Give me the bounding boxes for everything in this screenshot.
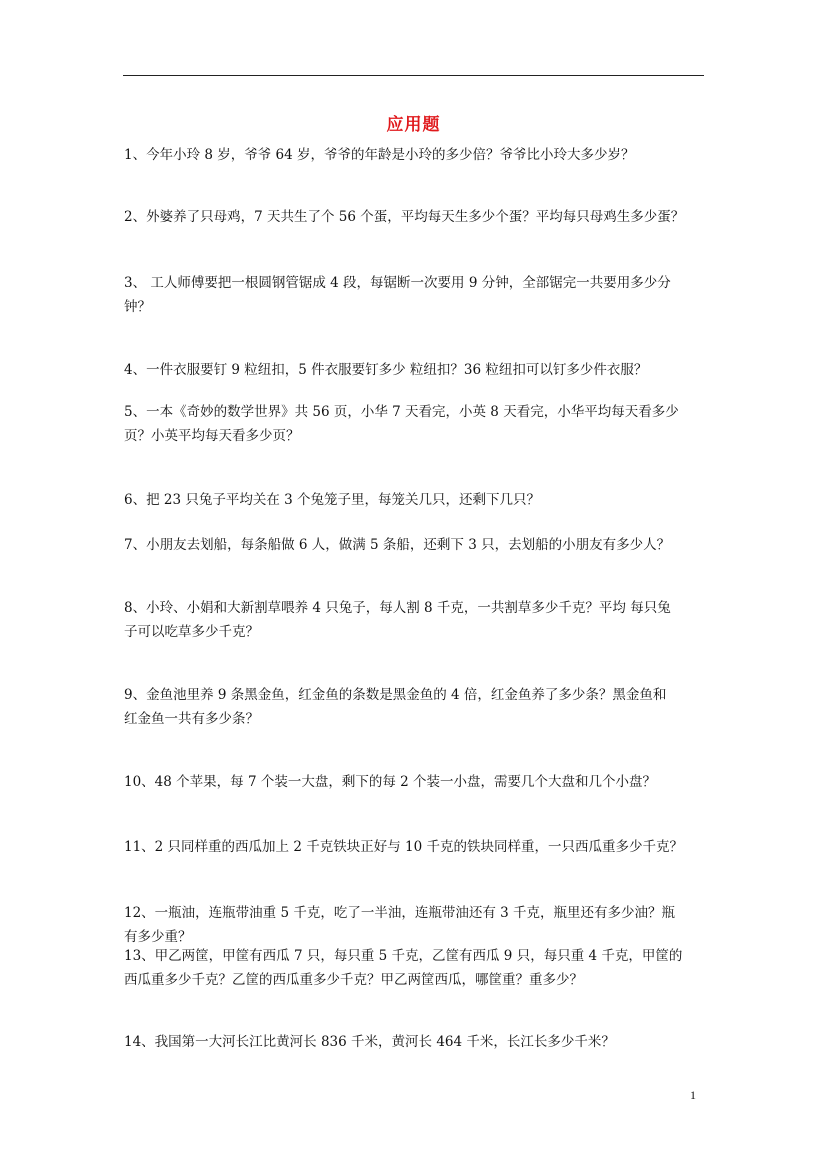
question-line: 14、我国第一大河长江比黄河长 836 千米，黄河长 464 千米，长江长多少千米？ [124,1034,615,1050]
question-line: 10、48 个苹果，每 7 个装一大盘，剩下的每 2 个装一小盘，需要几个大盘和几个小盘？ [124,774,656,790]
question-line: 钟？ [124,299,151,315]
question-line: 6、把 23 只兔子平均关在 3 个兔笼子里，每笼关几只，还剩下几只？ [124,492,541,508]
question-4 [124,358,704,382]
question-line: 子可以吃草多少千克？ [124,624,259,640]
header-rule [123,75,704,76]
page-title: 应用题 [386,115,441,135]
question-2 [124,205,704,229]
question-line: 西瓜重多少千克？乙筐的西瓜重多少千克？甲乙两筐西瓜，哪筐重？重多少？ [124,972,583,988]
question-line: 2、外婆养了只母鸡，7 天共生了个 56 个蛋，平均每天生多少个蛋？平均每只母鸡生多少蛋？ [124,209,685,225]
question-14 [124,1030,704,1054]
question-line: 12、一瓶油，连瓶带油重 5 千克，吃了一半油，连瓶带油还有 3 千克，瓶里还有多少油？瓶 [124,905,676,921]
question-line: 11、2 只同样重的西瓜加上 2 千克铁块正好与 10 千克的铁块同样重，一只西瓜重多少千克？ [124,839,683,855]
question-line: 7、小朋友去划船，每条船做 6 人，做满 5 条船，还剩下 3 只，去划船的小朋友有多少人？ [124,537,671,553]
question-13 [124,944,704,992]
question-line: 1、今年小玲 8 岁，爷爷 64 岁，爷爷的年龄是小玲的多少倍？爷爷比小玲大多少岁？ [124,147,635,163]
question-9 [124,683,704,731]
question-1 [124,143,704,167]
question-7 [124,533,704,557]
question-12 [124,901,704,949]
question-6 [124,488,704,512]
question-10 [124,770,704,794]
question-3 [124,271,704,319]
question-line: 页？小英平均每天看多少页？ [124,428,300,444]
question-line: 9、金鱼池里养 9 条黑金鱼，红金鱼的条数是黑金鱼的 4 倍，红金鱼养了多少条？黑金鱼和 [124,687,667,703]
question-line: 3、 工人师傅要把一根圆钢管锯成 4 段，每锯断一次要用 9 分钟，全部锯完一共要用多少分 [124,275,671,291]
question-11 [124,835,704,859]
question-line: 红金鱼一共有多少条？ [124,711,259,727]
question-line: 4、一件衣服要钉 9 粒纽扣，5 件衣服要钉多少 粒纽扣？36 粒纽扣可以钉多少件衣服？ [124,362,648,378]
page-number: 1 [690,1088,696,1102]
question-line: 8、小玲、小娟和大新割草喂养 4 只兔子，每人割 8 千克，一共割草多少千克？平均 每只兔 [124,600,671,616]
question-5 [124,400,704,448]
question-line: 5、一本《奇妙的数学世界》共 56 页，小华 7 天看完，小英 8 天看完，小华平均每天看多少 [124,404,679,420]
question-line: 有多少重？ [124,929,192,945]
question-8 [124,596,704,644]
question-line: 13、甲乙两筐，甲筐有西瓜 7 只，每只重 5 千克，乙筐有西瓜 9 只，每只重 4 千克，甲筐的 [124,948,683,964]
